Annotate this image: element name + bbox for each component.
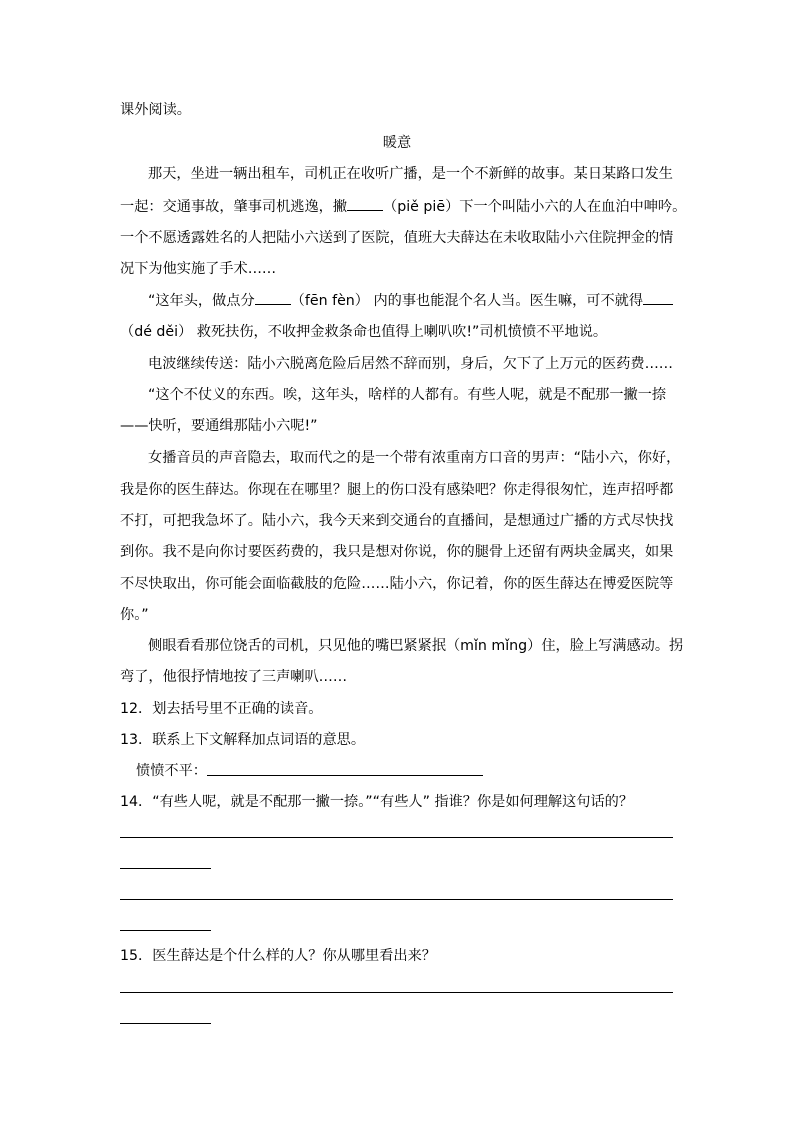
p1-line-1: 那天，坐进一辆出租车，司机正在收听广播，是一个不新鲜的故事。某日某路口发生 bbox=[148, 166, 673, 182]
answer-line-14-3[interactable] bbox=[120, 899, 673, 900]
answer-blank[interactable] bbox=[347, 196, 383, 211]
question-13: 13．联系上下文解释加点词语的意思。 bbox=[120, 732, 366, 748]
answer-line-15-1[interactable] bbox=[120, 992, 673, 993]
answer-blank[interactable] bbox=[255, 290, 291, 305]
question-13-item: 愤愤不平： bbox=[136, 763, 207, 779]
p1-line-4: 况下为他实施了手术…… bbox=[120, 261, 277, 277]
question-14: 14．“有些人呢，就是不配那一撇一捺。”“有些人” 指谁？你是如何理解这句话的？ bbox=[120, 794, 634, 810]
p5-line-2: 我是你的医生薛达。你现在在哪里？腿上的伤口没有感染吧？你走得很匆忙，连声招呼都 bbox=[120, 482, 674, 498]
p5-line-1: 女播音员的声音隐去，取而代之的是一个带有浓重南方口音的男声：“陆小六，你好， bbox=[148, 450, 681, 466]
p4-line-1: “这个不仗义的东西。唉，这年头，啥样的人都有。有些人呢，就是不配那一撇一捺 bbox=[148, 387, 667, 403]
p5-line-6: 你。” bbox=[120, 607, 149, 623]
p1-line-2: 一起：交通事故，肇事司机逃逸，撇 （piě piē）下一个叫陆小六的人在血泊中呻吟。 bbox=[120, 196, 686, 217]
p6-line-1: 侧眼看看那位饶舌的司机，只见他的嘴巴紧紧抿（mǐn mǐng）住，脸上写满感动。拐 bbox=[148, 638, 684, 654]
p2-line-2: （dé děi） 救死扶伤，不收押金救条命也值得上喇叭吹!”司机愤愤不平地说。 bbox=[120, 324, 608, 340]
intro-text: 课外阅读。 bbox=[120, 102, 191, 118]
answer-line-14-2[interactable] bbox=[120, 868, 211, 869]
answer-line-13[interactable] bbox=[207, 775, 483, 776]
story-title: 暖意 bbox=[382, 135, 412, 151]
question-12: 12．划去括号里不正确的读音。 bbox=[120, 701, 323, 717]
p3-line: 电波继续传送：陆小六脱离危险后居然不辞而别，身后，欠下了上万元的医药费…… bbox=[148, 356, 673, 372]
answer-line-14-4[interactable] bbox=[120, 930, 211, 931]
p4-line-2: ——快听，要通缉那陆小六呢!” bbox=[120, 418, 318, 434]
question-15: 15．医生薛达是个什么样的人？你从哪里看出来？ bbox=[120, 948, 436, 964]
answer-line-15-2[interactable] bbox=[120, 1023, 211, 1024]
answer-blank[interactable] bbox=[643, 290, 673, 305]
p5-line-5: 不尽快取出，你可能会面临截肢的危险……陆小六，你记着，你的医生薛达在博爱医院等 bbox=[120, 576, 674, 592]
p6-line-2: 弯了，他很抒情地按了三声喇叭…… bbox=[120, 669, 348, 685]
answer-line-14-1[interactable] bbox=[120, 837, 673, 838]
p5-line-4: 到你。我不是向你讨要医药费的，我只是想对你说，你的腿骨上还留有两块金属夹，如果 bbox=[120, 544, 674, 560]
p5-line-3: 不打，可把我急坏了。陆小六，我今天来到交通台的直播间，是想通过广播的方式尽快找 bbox=[120, 513, 674, 529]
p2-line-1: “这年头，做点分 （fēn fèn） 内的事也能混个名人当。医生嘛，可不就得 bbox=[148, 290, 673, 311]
p1-line-3: 一个不愿透露姓名的人把陆小六送到了医院，值班大夫薛达在未收取陆小六住院押金的情 bbox=[120, 230, 674, 246]
